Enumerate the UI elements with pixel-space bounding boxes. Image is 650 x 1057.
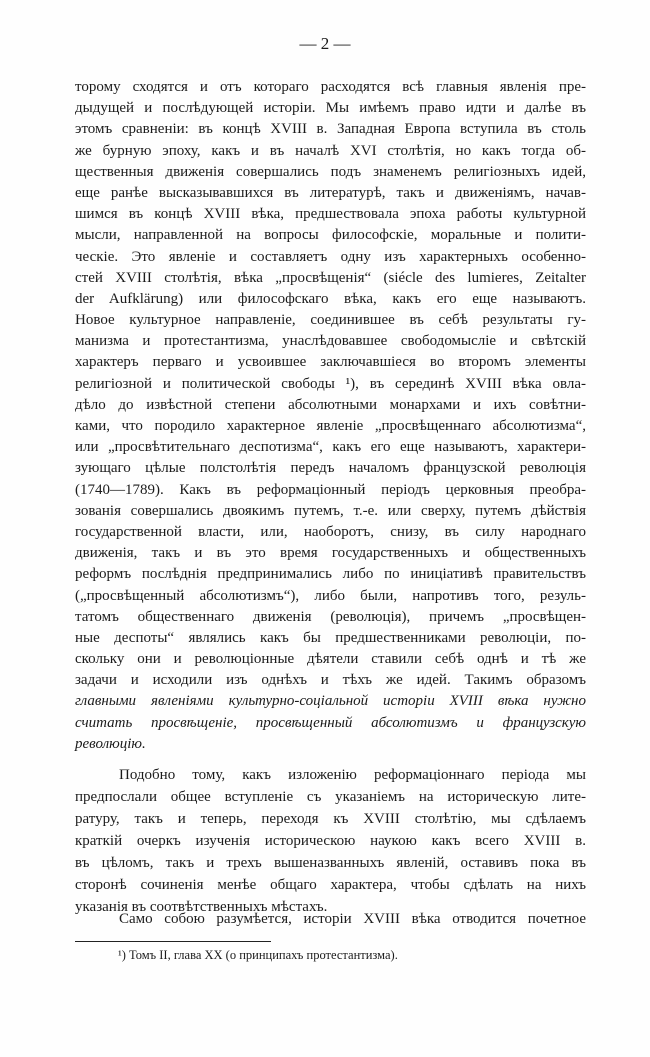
text-line: торому сходятся и отъ котораго расходятся всѣ главныя явленія пре- xyxy=(75,79,586,95)
text-line: („просвѣщенный абсолютизмъ“), либо были, напротивъ того, резуль- xyxy=(75,587,586,604)
text-line: главными явленіями культурно-соціальной исторіи XVIII вѣка нужно xyxy=(75,693,586,710)
text-line: же бурную эпоху, какъ и въ началѣ XVI столѣтія, но какъ тогда об- xyxy=(75,142,586,159)
footnote: ¹) Томъ II, глава XX (о принципахъ протестантизма). xyxy=(118,948,398,962)
text-line: татомъ общественнаго движенія (революція), причемъ „просвѣщен- xyxy=(75,608,586,625)
page-number: — 2 — xyxy=(299,34,351,53)
text-line: зующаго цѣлые полстолѣтія передъ началомъ французской революція xyxy=(75,460,586,477)
text-line: дѣло до извѣстной степени абсолютными монархами и ихъ совѣтни- xyxy=(75,396,586,413)
text-line: скольку они и революціонные дѣятели ставили себѣ однѣ и тѣ же xyxy=(75,651,586,668)
text-line: ратуру, такъ и теперь, переходя къ XVIII столѣтію, мы сдѣлаемъ xyxy=(75,811,586,827)
text-line: реформъ послѣднія предпринимались либо по иниціативѣ правительствъ xyxy=(75,566,586,583)
paragraph-3 xyxy=(75,908,586,930)
text-line: революцію. xyxy=(75,735,146,752)
text-line: манизма и протестантизма, унаслѣдовавшее свободомысліе и свѣтскій xyxy=(75,333,586,350)
text-line: предпослали общее вступленіе съ указаніемъ на историческую лите- xyxy=(75,789,586,805)
text-line: стей XVIII столѣтія, вѣка „просвѣщенія“ (siécle des lumieres, Zeitalter xyxy=(75,269,586,286)
text-line: еще ранѣе высказывавшихся въ литературѣ, такъ и движеніямъ, начав- xyxy=(75,184,586,201)
text-line: государственной власти, или, наоборотъ, снизу, въ силу народнаго xyxy=(75,523,586,540)
text-line: дыдущей и послѣдующей исторіи. Мы имѣемъ право идти и далѣе въ xyxy=(75,100,586,117)
text-line: Новое культурное направленіе, соединившее въ себѣ результаты гу- xyxy=(75,312,586,329)
text-line: движенія, такъ и въ это время государственныхъ и общественныхъ xyxy=(75,545,586,562)
text-line: или „просвѣтительнаго деспотизма“, какъ его еще называютъ, характери- xyxy=(75,439,586,456)
text-line: въ цѣломъ, такъ и трехъ вышеназванныхъ явленій, оставивъ пока въ xyxy=(75,855,586,871)
text-line: указанія въ соотвѣтственныхъ мѣстахъ. xyxy=(75,899,328,915)
text-line: зованія совершались двоякимъ путемъ, т.-е. или сверху, путемъ дѣйствія xyxy=(75,502,586,519)
paragraph-2 xyxy=(75,764,586,918)
text-line: считать просвѣщеніе, просвѣщенный абсолютизмъ и французскую xyxy=(75,714,586,731)
text-line: щественныя движенія совершались подъ знаменемъ религіозныхъ идей, xyxy=(75,163,586,180)
paragraph-1 xyxy=(75,77,586,755)
text-line: шимся въ концѣ XVIII вѣка, предшествовала эпоха работы культурной xyxy=(75,206,586,223)
text-line: Само собою разумѣется, исторіи XVIII вѣка отводится почетное xyxy=(119,911,586,927)
text-line: этомъ сравненіи: въ концѣ XVIII в. Западная Европа вступила въ столь xyxy=(75,121,586,138)
text-line: ками, что породило характерное явленіе „просвѣщеннаго абсолютизма“, xyxy=(75,418,586,434)
text-line: задачи и исходили изъ однѣхъ и тѣхъ же идей. Такимъ образомъ xyxy=(75,672,586,689)
text-line: мысли, направленной на вопросы философскіе, моральные и полити- xyxy=(75,227,586,244)
text-line: характеръ перваго и усвоившее заключавшіеся во второмъ элементы xyxy=(75,354,586,371)
footnote-divider xyxy=(75,941,271,942)
text-line: (1740—1789). Какъ въ реформаціонный періодъ церковныя преобра- xyxy=(75,481,586,498)
text-line: der Aufklärung) или философскаго вѣка, какъ его еще называютъ. xyxy=(75,290,586,307)
text-line: краткій очеркъ изученія историческою наукою какъ всего XVIII в. xyxy=(75,833,586,849)
text-line: религіозной и политической свободы ¹), въ серединѣ XVIII вѣка овла- xyxy=(75,375,586,392)
text-line: Подобно тому, какъ изложенію реформаціоннаго періода мы xyxy=(119,767,586,783)
text-line: сторонѣ сочиненія менѣе общаго характера, чтобы сдѣлать на нихъ xyxy=(75,877,586,893)
text-line: ные деспоты“ являлись какъ бы предшественниками революціи, по- xyxy=(75,629,586,646)
text-line: ческіе. Это явленіе и составляетъ одну изъ характерныхъ особенно- xyxy=(75,248,586,265)
